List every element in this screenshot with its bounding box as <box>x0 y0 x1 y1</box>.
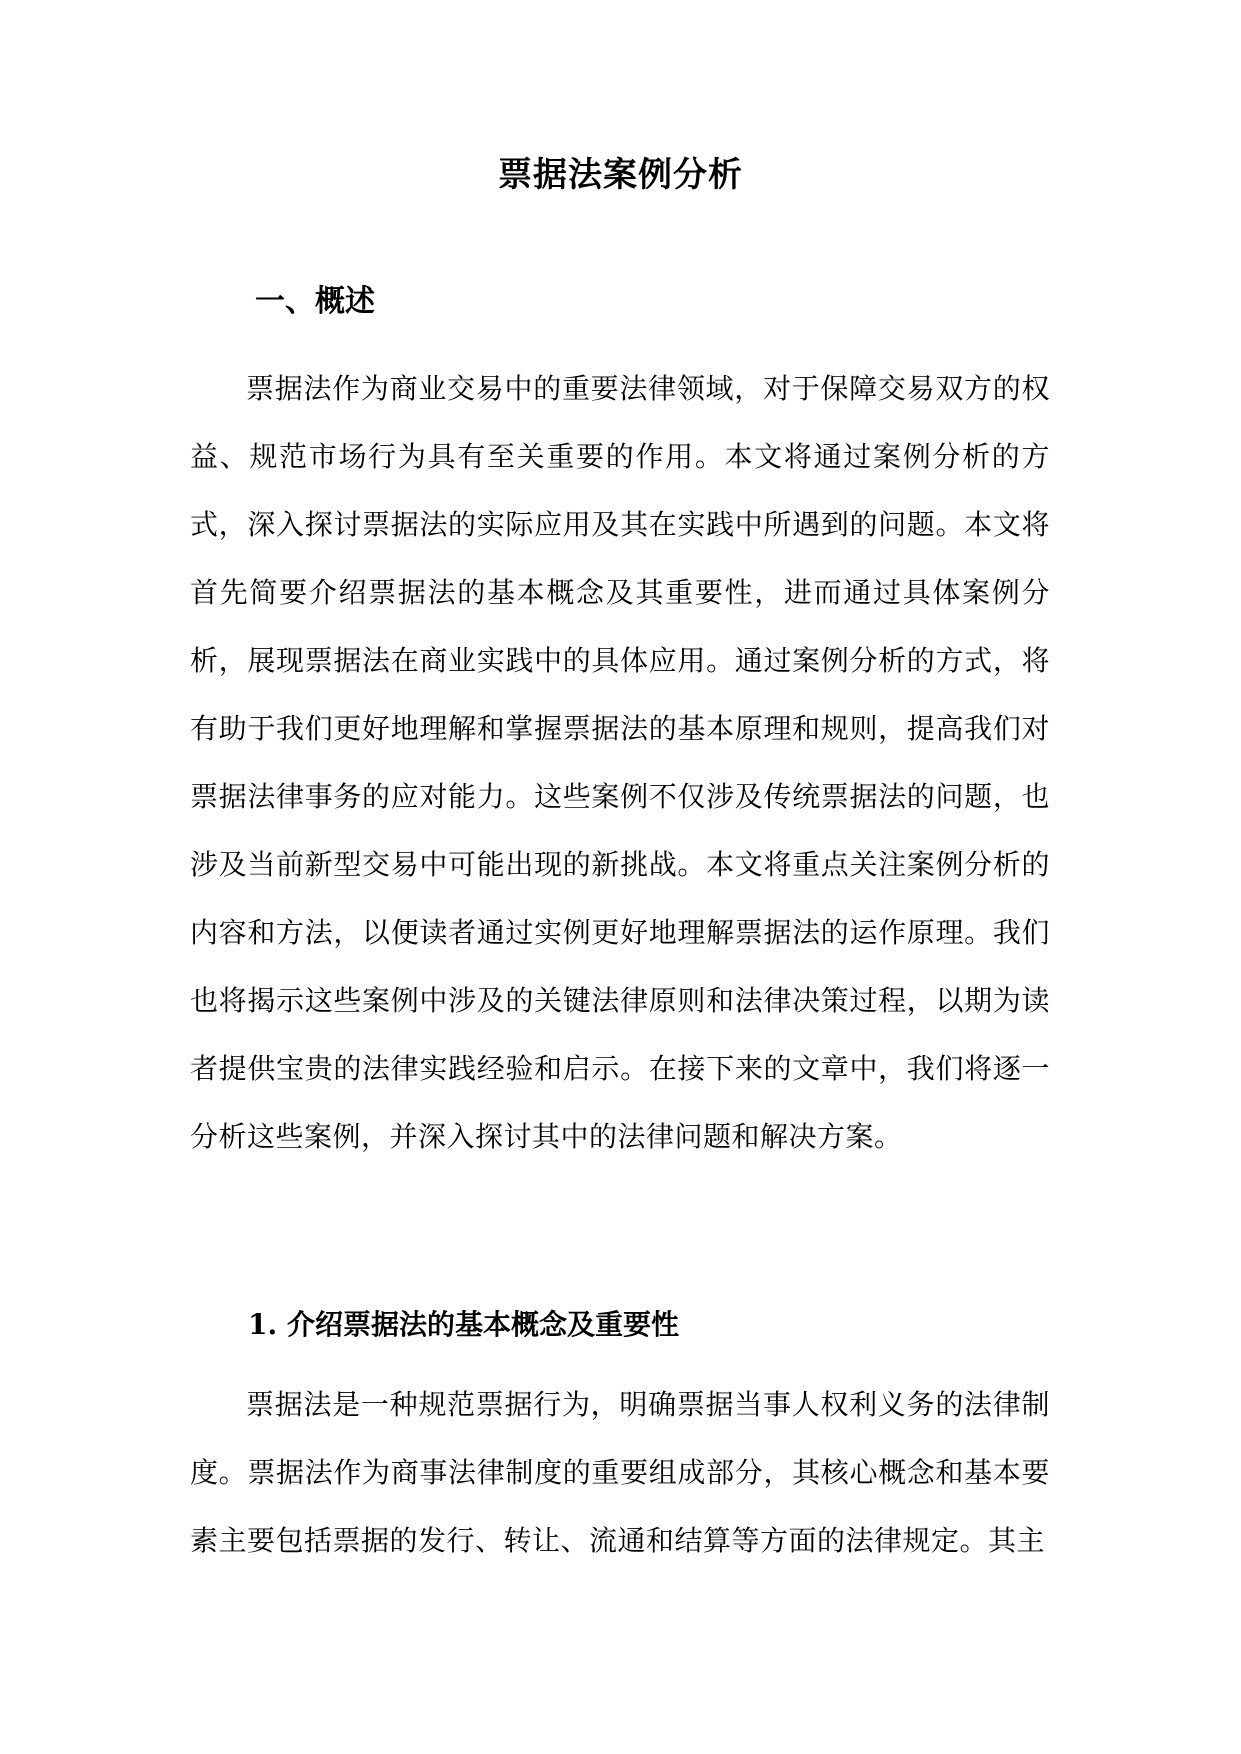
basic-concepts-paragraph: 票据法是一种规范票据行为，明确票据当事人权利义务的法律制度。票据法作为商事法律制度的重要组成部分，其核心概念和基本要素主要包括票据的发行、转让、流通和结算等方面的法律规定。其主 <box>190 1388 1050 1557</box>
section-heading-overview: 一、概述 <box>255 284 375 319</box>
overview-paragraph: 票据法作为商业交易中的重要法律领域，对于保障交易双方的权益、规范市场行为具有至关重要的作用。本文将通过案例分析的方式，深入探讨票据法的实际应用及其在实践中所遇到的问题。本文将首先简要介绍票据法的基本概念及其重要性，进而通过具体案例分析，展现票据法在商业实践中的具体应用。通过案例分析的方式，将有助于我们更好地理解和掌握票据法的基本原理和规则，提高我们对票据法律事务的应对能力。这些案例不仅涉及传统票据法的问题，也涉及当前新型交易中可能出现的新挑战。本文将重点关注案例分析的内容和方法，以便读者通过实例更好地理解票据法的运作原理。我们也将揭示这些案例中涉及的关键法律原则和法律决策过程，以期为读者提供宝贵的法律实践经验和启示。在接下来的文章中，我们将逐一分析这些案例，并深入探讨其中的法律问题和解决方案。 <box>190 372 1050 1153</box>
page-title: 票据法案例分析 <box>498 155 743 195</box>
subsection-heading-basic-concepts: 1. 介绍票据法的基本概念及重要性 <box>248 1308 679 1341</box>
